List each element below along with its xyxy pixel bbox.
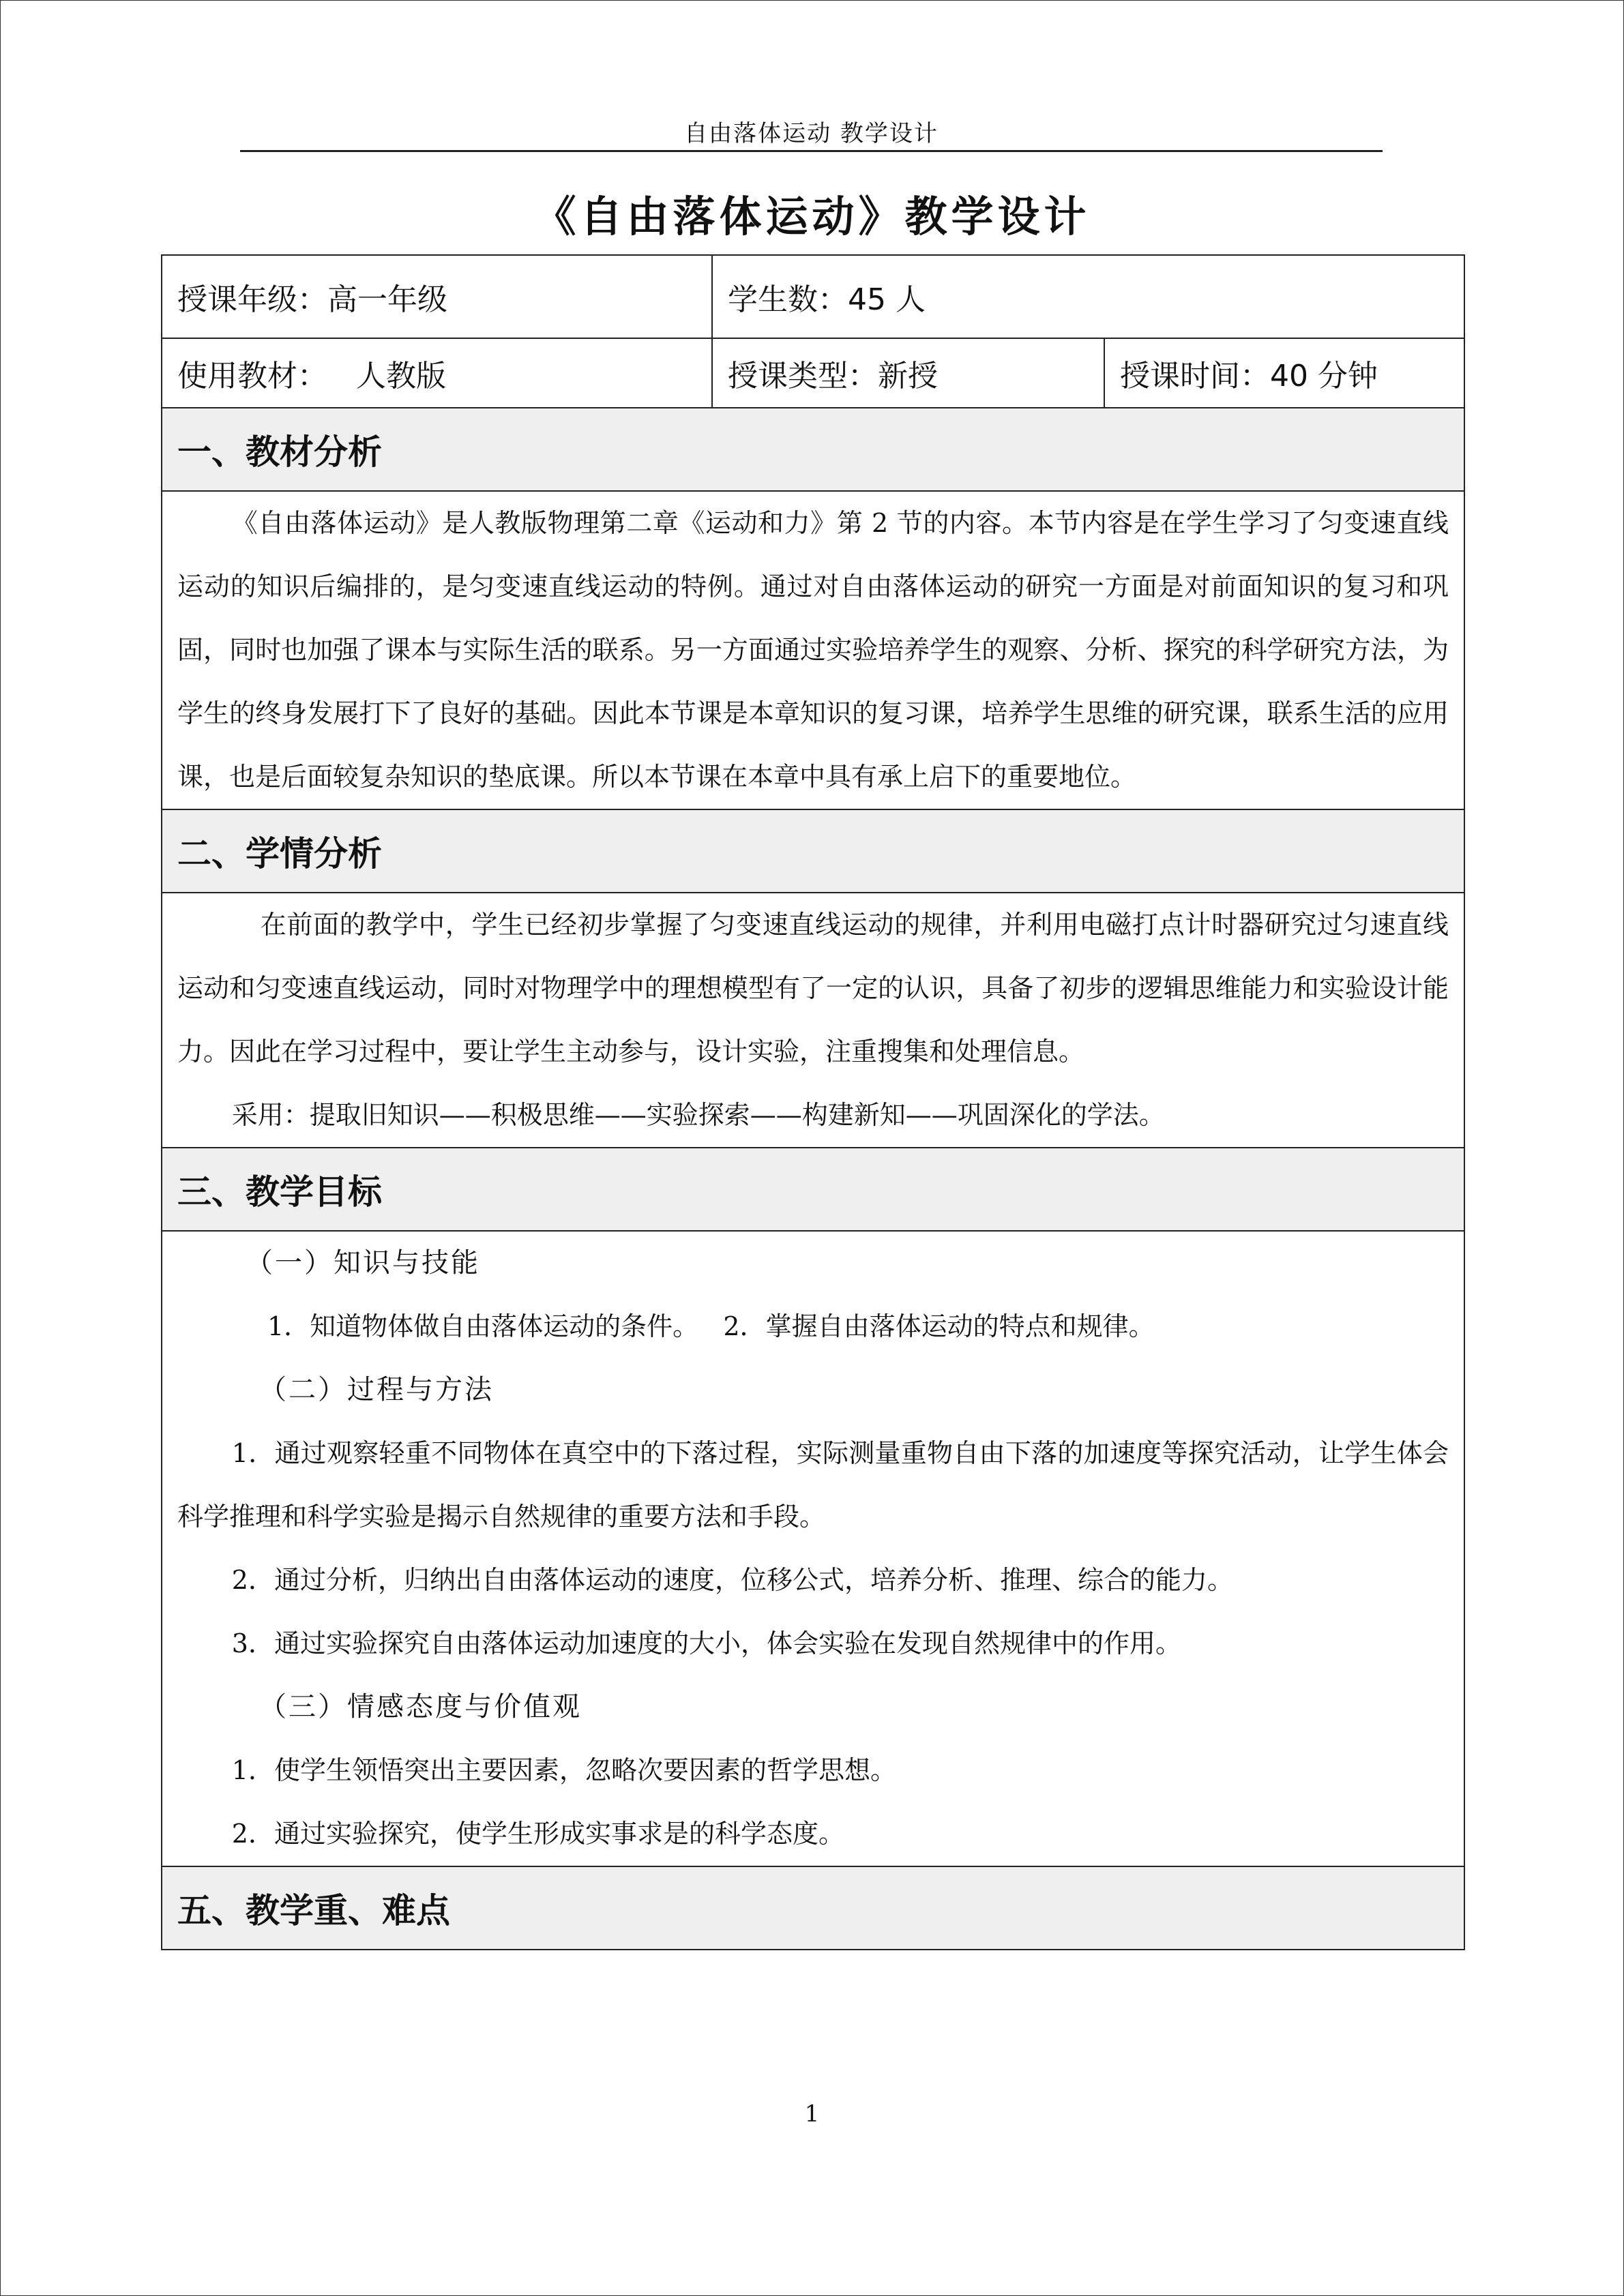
section-2-heading: 二、学情分析 <box>162 809 1464 893</box>
objective-process-item-2: 2．通过分析，归纳出自由落体运动的速度，位移公式，培养分析、推理、综合的能力。 <box>231 1565 1233 1595</box>
section-1-heading: 一、教材分析 <box>162 408 1464 491</box>
lesson-plan-table <box>161 254 1465 1950</box>
objective-knowledge-items: 1．知道物体做自由落体运动的条件。 2．掌握自由落体运动的特点和规律。 <box>267 1311 1155 1341</box>
section-3-heading: 三、教学目标 <box>162 1148 1464 1231</box>
objective-subheading-knowledge: （一）知识与技能 <box>246 1247 480 1279</box>
document-title: 《自由落体运动》教学设计 <box>533 192 1091 241</box>
section-heading-row <box>162 1866 1464 1950</box>
objective-attitude-item-2: 2．通过实验探究，使学生形成实事求是的科学态度。 <box>231 1819 844 1849</box>
students-cell: 学生数：45 人 <box>712 255 1464 338</box>
textbook-cell: 使用教材： 人教版 <box>162 338 712 408</box>
objective-process-item-1b: 让学生体会科学推理和科学实验是揭示自然规律的重要方法和手段。 <box>177 1438 1449 1532</box>
info-row-1 <box>162 255 1464 338</box>
objective-process-item-1 <box>177 1422 1449 1549</box>
section-1-body <box>162 491 1464 809</box>
section-heading-row <box>162 408 1464 491</box>
section-5-heading: 五、教学重、难点 <box>162 1866 1464 1950</box>
info-row-2 <box>162 338 1464 408</box>
student-analysis-paragraph: 在前面的教学中，学生已经初步掌握了匀变速直线运动的规律，并利用电磁打点计时器研究过匀速直线运动和匀变速直线运动，同时对物理学中的理想模型有了一定的认识，具备了初步的逻辑思维能力和实验设计能力。因此在学习过程中，要让学生主动参与，设计实验，注重搜集和处理信息。 <box>177 910 1449 1067</box>
objective-process-item-1a: 1．通过观察轻重不同物体在真空中的下落过程，实际测量重物自由下落的加速度等探究活动， <box>231 1438 1318 1468</box>
objective-subheading-attitude: （三）情感态度与价值观 <box>259 1691 582 1723</box>
section-heading-row <box>162 1148 1464 1231</box>
grade-cell: 授课年级：高一年级 <box>162 255 712 338</box>
learning-method-paragraph: 采用：提取旧知识——积极思维——实验探索——构建新知——巩固深化的学法。 <box>231 1100 1165 1130</box>
page-number: 1 <box>804 2100 820 2128</box>
section-2-body <box>162 893 1464 1148</box>
running-header: 自由落体运动 教学设计 <box>684 120 939 147</box>
duration-cell: 授课时间：40 分钟 <box>1104 338 1464 408</box>
header-rule <box>240 150 1383 152</box>
lesson-type-cell: 授课类型：新授 <box>712 338 1104 408</box>
objective-process-item-3: 3．通过实验探究自由落体运动加速度的大小，体会实验在发现自然规律中的作用。 <box>231 1628 1181 1658</box>
objective-attitude-item-1: 1．使学生领悟突出主要因素，忽略次要因素的哲学思想。 <box>231 1755 896 1785</box>
section-3-body <box>162 1231 1464 1866</box>
section-heading-row <box>162 809 1464 893</box>
textbook-analysis-paragraph: 《自由落体运动》是人教版物理第二章《运动和力》第 2 节的内容。本节内容是在学生学习了匀变速直线运动的知识后编排的，是匀变速直线运动的特例。通过对自由落体运动的研究一方面是对前面知识的复习和巩固，同时也加强了课本与实际生活的联系。另一方面通过实验培养学生的观察、分析、探究的科学研究方法，为学生的终身发展打下了良好的基础。因此本节课是本章知识的复习课，培养学生思维的研究课，联系生活的应用课，也是后面较复杂知识的垫底课。所以本节课在本章中具有承上启下的重要地位。 <box>177 508 1449 792</box>
objective-subheading-process: （二）过程与方法 <box>259 1374 494 1405</box>
